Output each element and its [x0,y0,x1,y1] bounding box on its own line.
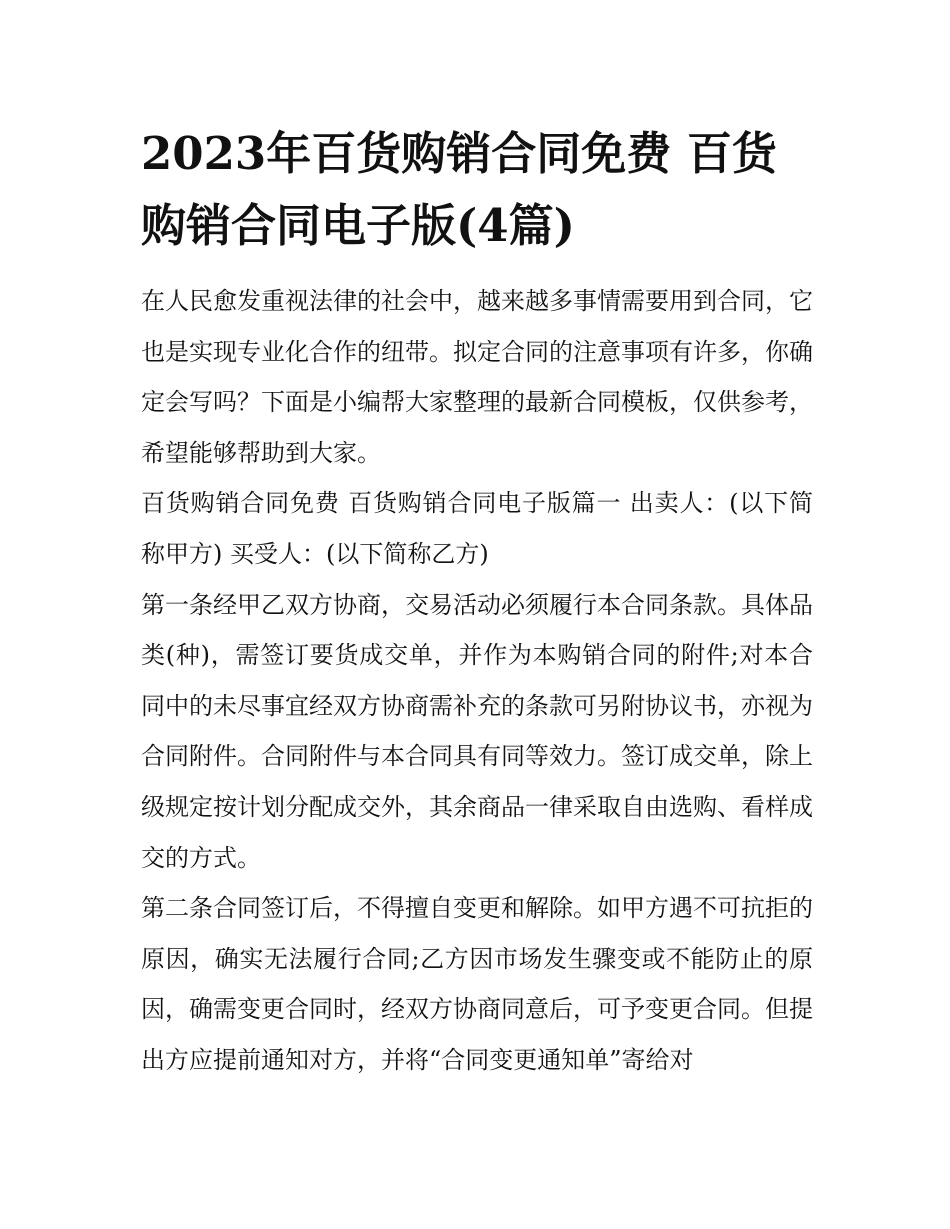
document-page [141,118,813,1086]
intro-paragraph: 在人民愈发重视法律的社会中，越来越多事情需要用到合同，它也是实现专业化合作的纽带。拟定合同的注意事项有许多，你确定会写吗？下面是小编帮大家整理的最新合同模板，仅供参考，希望能够帮助到大家。 [141,287,813,467]
contract-parties-paragraph: 百货购销合同免费 百货购销合同电子版篇一 出卖人：(以下简称甲方) 买受人：(以下简称乙方) [141,489,813,568]
document-title: 2023年百货购销合同免费 百货购销合同电子版(4篇) [141,127,777,252]
article-one-paragraph: 第一条经甲乙双方协商，交易活动必须履行本合同条款。具体品类(种)，需签订要货成交单，并作为本购销合同的附件;对本合同中的未尽事宜经双方协商需补充的条款可另附协议书，亦视为合同附件。合同附件与本合同具有同等效力。签订成交单，除上级规定按计划分配成交外，其余商品一律采取自由选购、看样成交的方式。 [141,590,813,872]
article-two-paragraph: 第二条合同签订后，不得擅自变更和解除。如甲方遇不可抗拒的原因，确实无法履行合同;乙方因市场发生骤变或不能防止的原因，确需变更合同时，经双方协商同意后，可予变更合同。但提出方应提前通知对方，并将“合同变更通知单”寄给对 [141,894,813,1074]
